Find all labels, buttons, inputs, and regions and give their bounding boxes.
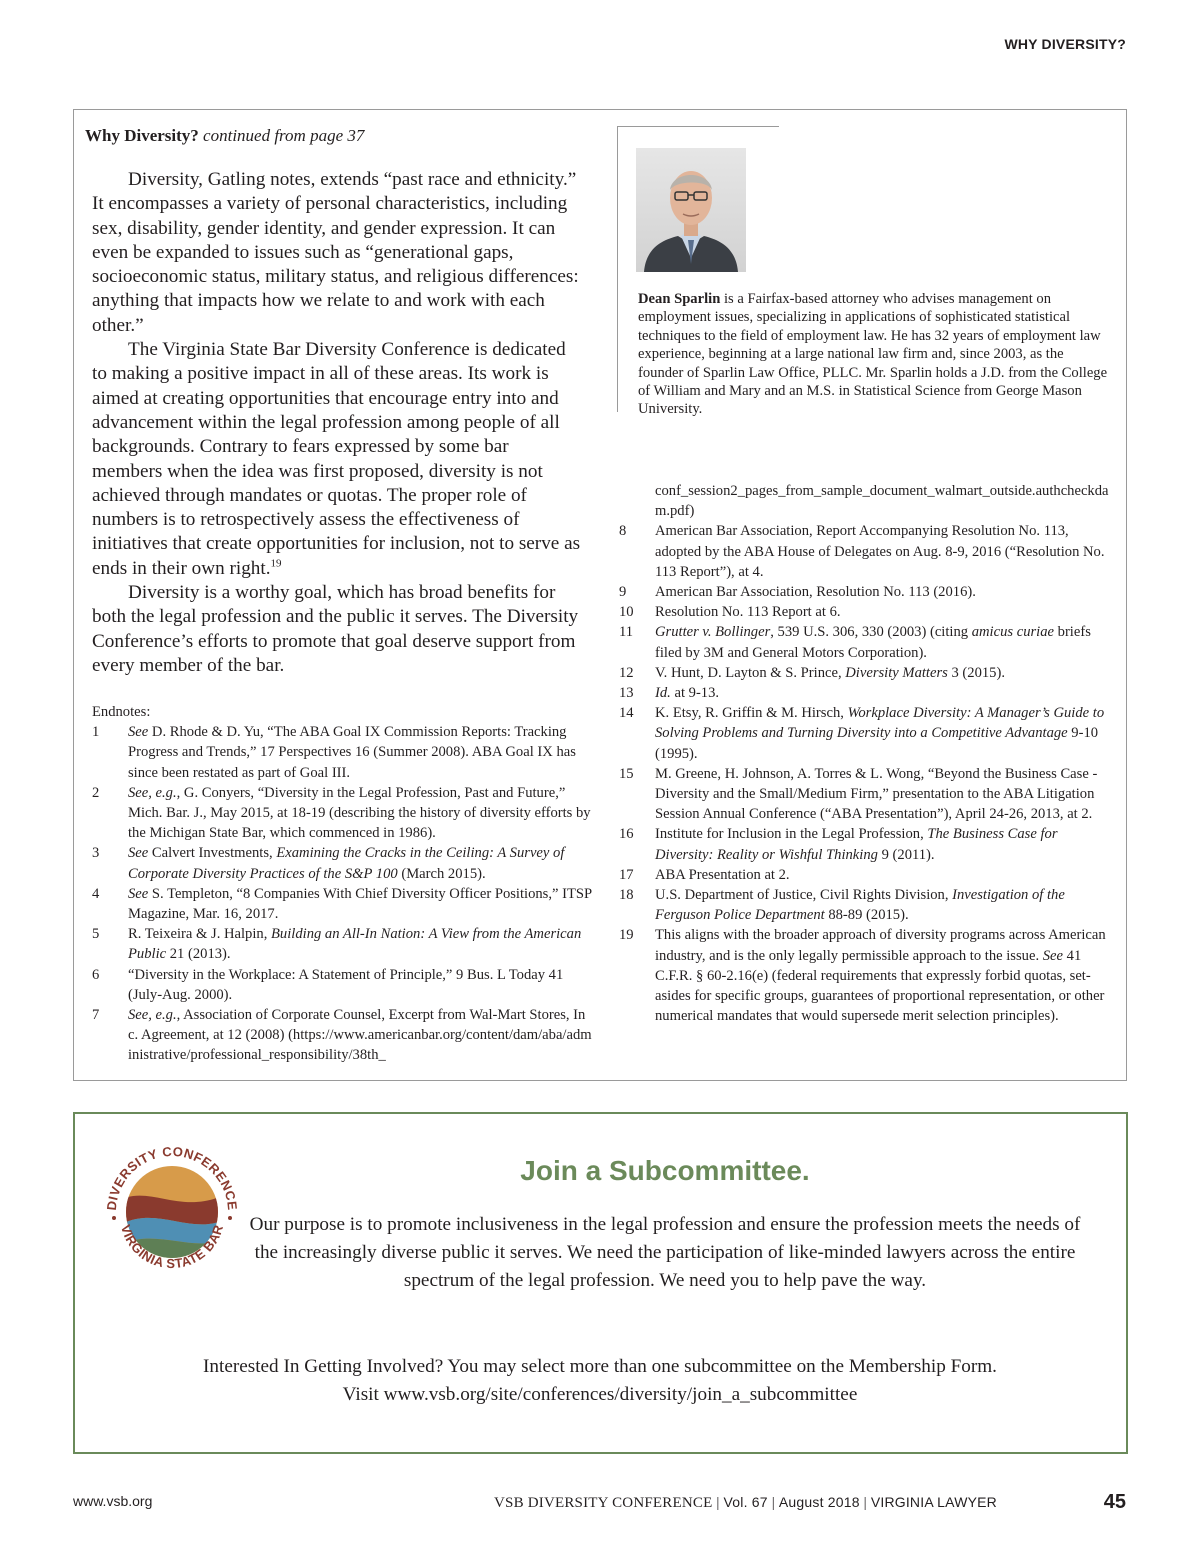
endnote: 3 See Calvert Investments, Examining the Cracks in the Ceiling: A Survey of Corporate Diversity Practices of the S&P 100 (March 2015).	[92, 845, 565, 882]
section-label: WHY DIVERSITY?	[1004, 36, 1126, 52]
endnote-continuation: conf_session2_pages_from_sample_document_walmart_outside.authcheckdam.pdf)	[655, 483, 1109, 520]
endnote: 1 See D. Rhode & D. Yu, “The ABA Goal IX Commission Reports: Tracking Progress and Trends,” 17 Perspectives 16 (Summer 2008). ABA Goal IX has since been restated as part of Goal III.	[92, 724, 576, 781]
footer-magazine: VIRGINIA LAWYER	[870, 1494, 997, 1510]
author-photo	[636, 148, 746, 272]
footnote-ref: 19	[270, 557, 282, 570]
interest-text	[150, 1353, 1050, 1409]
endnote: 9 American Bar Association, Resolution No. 113 (2016).	[619, 584, 976, 601]
endnote: 2 See, e.g., G. Conyers, “Diversity in the Legal Profession, Past and Future,” Mich. Bar. J., May 2015, at 18-19 (describing the history of diversity efforts by the Michigan State Bar, which commenced in 1986).	[92, 784, 591, 842]
body-paragraph-2: The Virginia State Bar Diversity Conference is dedicated to making a positive impact in all of these areas. Its work is aimed at creating opportunities that encourage entry into and advancement within the legal profession among people of all backgrounds. Contrary to fears expressed by some bar members when the idea was first proposed, diversity is not achieved through mandates or quotas. The proper role of numbers is to retrospectively assess the effectiveness of initiatives that create opportunities for inclusion, not to serve as ends in their own right.$^{19}$	[92, 339, 581, 579]
diversity-conference-logo	[100, 1140, 244, 1284]
endnote: 18 U.S. Department of Justice, Civil Rights Division, Investigation of the Ferguson Police Department 88-89 (2015).	[619, 887, 1065, 924]
article-body	[92, 168, 582, 678]
author-name: Dean Sparlin	[638, 291, 721, 307]
bio-frame-divider	[617, 126, 779, 127]
join-title: Join a Subcommittee.	[520, 1155, 810, 1186]
author-bio	[638, 290, 1108, 419]
page-number: 45	[1103, 1491, 1126, 1513]
endnote: 19 This aligns with the broader approach of diversity programs across American industry, and is the only legally permissible approach to the issue. See 41 C.F.R. § 60-2.16(e) (federal requirements that expressly forbid quotas, set-asides for specific groups, guarantees of proportional representation, or other numerical mandates that would supersede merit selection principles).	[619, 927, 1106, 1025]
body-paragraph-1: Diversity, Gatling notes, extends “past race and ethnicity.” It encompasses a variety of personal characteristics, including sex, disability, gender identity, and gender expression. It can even be expanded to issues such as “generational gaps, socioeconomic status, military status, and religious differences: anything that impacts how we relate to and work with each other.”	[92, 169, 579, 336]
endnote: 7 See, e.g., Association of Corporate Counsel, Excerpt from Wal-Mart Stores, Inc. Agreement, at 12 (2008) (https://www.americanbar.org/content/dam/aba/administrative/professional_responsibility/38th_	[92, 1007, 592, 1064]
continued-title: Why Diversity?	[85, 126, 199, 145]
endnotes-column-right	[619, 481, 1114, 1026]
join-description: Our purpose is to promote inclusiveness in the legal profession and ensure the profession meets the needs of the increasingly diverse public it serves. We need the participation of like-minded lawyers across the entire spectrum of the legal profession. We need you to help pave the way.	[249, 1214, 1081, 1291]
footer-publication: VSB DIVERSITY CONFERENCE | Vol. 67 | August 2018 | VIRGINIA LAWYER	[494, 1494, 997, 1511]
endnote: 17 ABA Presentation at 2.	[619, 866, 790, 883]
footer-conference: VSB DIVERSITY CONFERENCE	[494, 1495, 713, 1511]
logo-bottom-text: VIRGINIA STATE BAR	[117, 1222, 227, 1272]
footer-volume: Vol. 67	[723, 1494, 768, 1510]
endnote: 15 M. Greene, H. Johnson, A. Torres & L. Wong, “Beyond the Business Case - Diversity and the Small/Medium Firm,” presentation to the ABA Litigation Session Annual Conference (“ABA Presentation”), April 24-26, 2013, at 2.	[619, 765, 1098, 823]
endnote: 6 “Diversity in the Workplace: A Statement of Principle,” 9 Bus. L Today 41 (July-Aug. 2000).	[92, 966, 564, 1003]
endnote: 8 American Bar Association, Report Accompanying Resolution No. 113, adopted by the ABA House of Delegates on Aug. 8-9, 2016 (“Resolution No. 113 Report”), at 4.	[619, 523, 1105, 580]
endnote: 10 Resolution No. 113 Report at 6.	[619, 604, 841, 621]
author-bio-text: is a Fairfax-based attorney who advises management on employment issues, specializing in applications of sophisticated statistical techniques to the field of employment law. He has 32 years of employment law experience, beginning at a large national law firm and, since 2003, as the founder of Sparlin Law Office, PLLC. Mr. Sparlin holds a J.D. from the College of William and Mary and an M.S. in Statistical Science from George Mason University.	[638, 291, 1108, 418]
endnote: 5 R. Teixeira & J. Halpin, Building an All-In Nation: A View from the American Public 21 (2013).	[92, 926, 582, 963]
endnote: 4 See S. Templeton, “8 Companies With Chief Diversity Officer Positions,” ITSP Magazine, Mar. 16, 2017.	[92, 885, 592, 923]
join-url-line: Visit www.vsb.org/site/conferences/diversity/join_a_subcommittee	[342, 1384, 858, 1405]
continued-note: continued from page 37	[203, 126, 365, 145]
endnote: 13 Id. at 9-13.	[619, 685, 720, 702]
author-photo-illustration	[636, 148, 746, 272]
endnote: 11 Grutter v. Bollinger, 539 U.S. 306, 330 (2003) (citing amicus curiae briefs filed by 3M and General Motors Corporation).	[619, 624, 1091, 661]
endnotes-column-left	[92, 702, 592, 1066]
endnote: 12 V. Hunt, D. Layton & S. Prince, Diversity Matters 3 (2015).	[619, 664, 1005, 681]
bio-frame-rule	[617, 126, 618, 412]
body-paragraph-3: Diversity is a worthy goal, which has broad benefits for both the legal profession and the public it serves. The Diversity Conference’s efforts to promote that goal deserve support from every member of the bar.	[92, 582, 579, 676]
continued-heading	[85, 126, 364, 146]
endnotes-title: Endnotes:	[92, 704, 151, 720]
endnote: 14 K. Etsy, R. Griffin & M. Hirsch, Workplace Diversity: A Manager’s Guide to Solving Problems and Turning Diversity into a Competitive Advantage 9-10 (1995).	[619, 705, 1105, 762]
logo-top-text: DIVERSITY CONFERENCE	[103, 1143, 241, 1212]
footer-url: www.vsb.org	[73, 1493, 153, 1509]
footer-date: August 2018	[778, 1494, 860, 1510]
interest-line: Interested In Getting Involved? You may select more than one subcommittee on the Membership Form.	[203, 1356, 997, 1377]
endnote: 16 Institute for Inclusion in the Legal Profession, The Business Case for Diversity: Reality or Wishful Thinking 9 (2011).	[619, 826, 1058, 863]
